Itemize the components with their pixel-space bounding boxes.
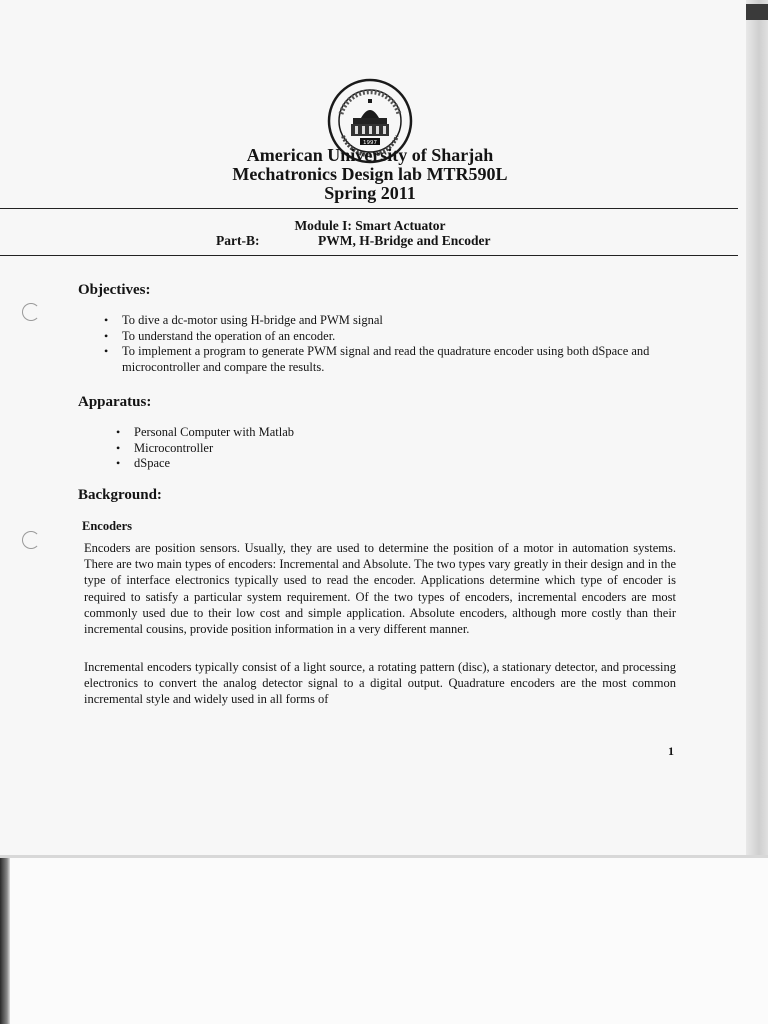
background-heading: Background: [78,487,162,503]
header [0,146,740,203]
list-item: • To implement a program to generate PWM signal and read the quadrature encoder using both dSpace and microcontroller and compare the results. [100,344,680,375]
list-item: • Microcontroller [112,441,512,457]
page-number: 1 [668,744,674,758]
objectives-list [100,313,680,375]
scanner-background [0,858,768,1024]
objectives-heading: Objectives: [78,282,151,298]
list-item: • Personal Computer with Matlab [112,425,512,441]
list-item: • To understand the operation of an encoder. [100,329,680,345]
apparatus-list [112,425,512,472]
paragraph: Incremental encoders typically consist of a light source, a rotating pattern (disc), a stationary detector, and processing electronics to convert the analog detector signal to a digital output. Quadrature encoders are the most common incremental style and widely used in all forms of [84,660,676,707]
part-label: Part-B: [216,233,260,248]
list-item: • dSpace [112,456,512,472]
seal-year: 1997 [363,140,377,146]
hole-punch-mark [22,303,40,321]
scan-shadow [746,4,768,20]
hole-punch-mark [22,531,40,549]
paragraph: Encoders are position sensors. Usually, they are used to determine the position of a motor in automation systems. There are two main types of encoders: Incremental and Absolute. The two types vary greatly in their design and in the type of interface electronics typically used to read the encoder. Applications determine which type of encoder is required to satisfy a particular system requirement. Of the two types of encoders, incremental encoders are most commonly used due to their low cost and simple application. Absolute encoders, although more costly than their incremental cousins, provide position information in a very different manner. [84,541,676,637]
scan-shadow-left [0,858,10,1024]
divider [0,208,738,209]
university-name: American University of Sharjah [246,145,494,165]
part-title: PWM, H-Bridge and Encoder [318,233,491,248]
encoders-heading: Encoders [82,519,132,533]
apparatus-heading: Apparatus: [78,394,152,410]
divider [0,255,738,256]
term: Spring 2011 [324,183,416,203]
list-item: • To dive a dc-motor using H-bridge and PWM signal [100,313,680,329]
course-title: Mechatronics Design lab MTR590L [232,164,508,184]
module-title: Module I: Smart Actuator [294,218,446,233]
page-edge [746,0,768,858]
